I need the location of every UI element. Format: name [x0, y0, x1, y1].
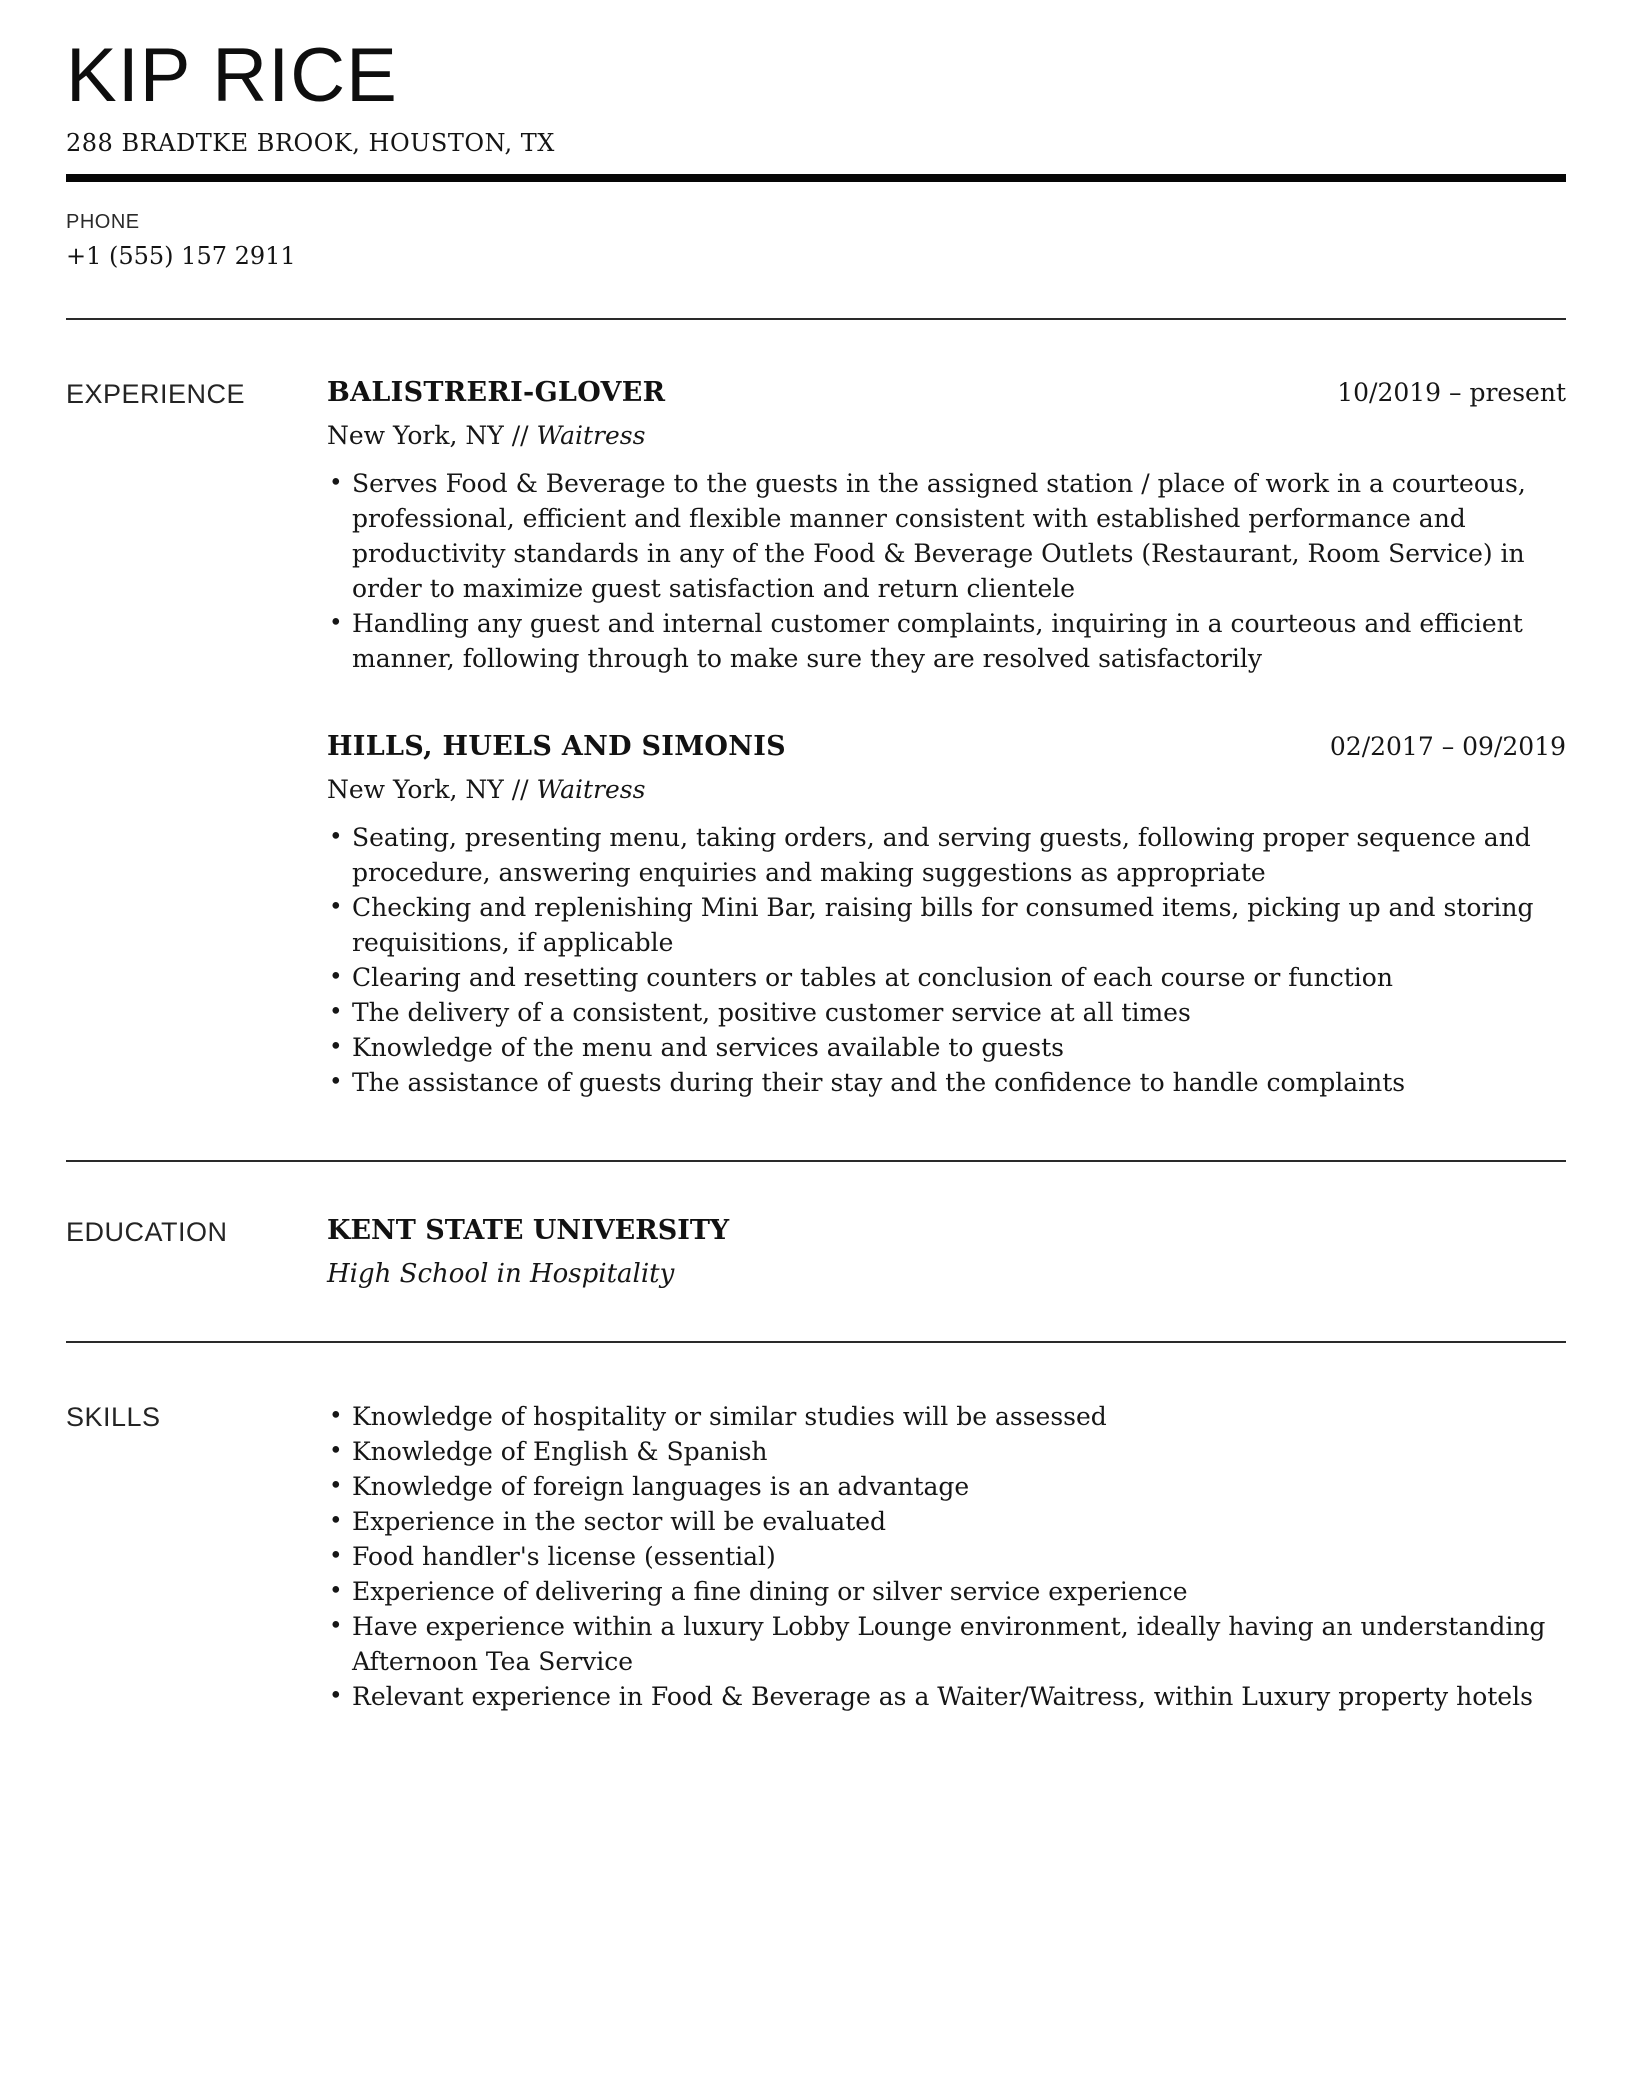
job-dates: 02/2017 – 09/2019: [1329, 732, 1566, 761]
job-entry: [327, 730, 1566, 1100]
skills-section: [66, 1343, 1566, 1714]
job-header: [327, 376, 1566, 410]
bullet-item: • Knowledge of the menu and services available to guests: [327, 1030, 1566, 1065]
school-name: KENT STATE UNIVERSITY: [327, 1215, 730, 1246]
job-role: Waitress: [536, 775, 646, 804]
skill-item: • Food handler's license (essential): [327, 1539, 1566, 1574]
job-subtitle: [327, 773, 1566, 806]
skills-section-label: SKILLS: [66, 1402, 161, 1432]
skills-content: [327, 1399, 1566, 1714]
skill-item: • Experience of delivering a fine dining or silver service experience: [327, 1574, 1566, 1609]
job-role: Waitress: [536, 421, 646, 450]
job-separator: //: [511, 421, 529, 450]
job-header: [327, 730, 1566, 764]
job-subtitle: [327, 419, 1566, 452]
phone-label: PHONE: [66, 211, 140, 233]
job-dates: 10/2019 – present: [1337, 378, 1566, 407]
skill-item: • Knowledge of hospitality or similar studies will be assessed: [327, 1399, 1566, 1434]
skill-item: • Knowledge of foreign languages is an advantage: [327, 1469, 1566, 1504]
education-section: [66, 1162, 1566, 1341]
bullet-item: • Handling any guest and internal customer complaints, inquiring in a courteous and efficient manner, following through to make sure they are resolved satisfactorily: [327, 606, 1566, 676]
bullet-item: • Serves Food & Beverage to the guests in the assigned station / place of work in a courteous, professional, efficient and flexible manner consistent with established performance and productivity standards in any of the Food & Beverage Outlets (Restaurant, Room Service) in order to maximize guest satisfaction and return clientele: [327, 466, 1566, 606]
company-name: HILLS, HUELS AND SIMONIS: [327, 731, 786, 762]
experience-content: [327, 376, 1566, 1100]
job-bullet-list: [327, 466, 1566, 676]
job-separator: //: [511, 775, 529, 804]
experience-section-label: EXPERIENCE: [66, 379, 246, 409]
job-entry: [327, 376, 1566, 676]
bullet-item: • Checking and replenishing Mini Bar, raising bills for consumed items, picking up and storing requisitions, if applicable: [327, 890, 1566, 960]
contact-block: [66, 210, 1566, 272]
bullet-item: • The delivery of a consistent, positive customer service at all times: [327, 995, 1566, 1030]
skill-item: • Experience in the sector will be evaluated: [327, 1504, 1566, 1539]
skill-item: • Relevant experience in Food & Beverage as a Waiter/Waitress, within Luxury property hotels: [327, 1679, 1566, 1714]
address: 288 BRADTKE BROOK, HOUSTON, TX: [66, 129, 555, 157]
resume-header: [66, 0, 1566, 272]
job-bullet-list: [327, 820, 1566, 1100]
job-location: New York, NY: [327, 775, 504, 804]
bullet-item: • Seating, presenting menu, taking orders, and serving guests, following proper sequence and procedure, answering enquiries and making suggestions as appropriate: [327, 820, 1566, 890]
company-name: BALISTRERI-GLOVER: [327, 377, 666, 408]
education-content: [327, 1214, 1566, 1291]
degree-name: High School in Hospitality: [327, 1259, 675, 1289]
skill-item: • Have experience within a luxury Lobby Lounge environment, ideally having an understanding Afternoon Tea Service: [327, 1609, 1566, 1679]
bullet-item: • The assistance of guests during their stay and the confidence to handle complaints: [327, 1065, 1566, 1100]
bullet-item: • Clearing and resetting counters or tables at conclusion of each course or function: [327, 960, 1566, 995]
skills-list: [327, 1399, 1566, 1714]
job-location: New York, NY: [327, 421, 504, 450]
education-section-label: EDUCATION: [66, 1217, 228, 1247]
header-divider: [66, 174, 1566, 182]
phone-value: +1 (555) 157 2911: [66, 242, 296, 270]
experience-section: [66, 320, 1566, 1160]
person-name: KIP RICE: [66, 33, 398, 118]
skill-item: • Knowledge of English & Spanish: [327, 1434, 1566, 1469]
